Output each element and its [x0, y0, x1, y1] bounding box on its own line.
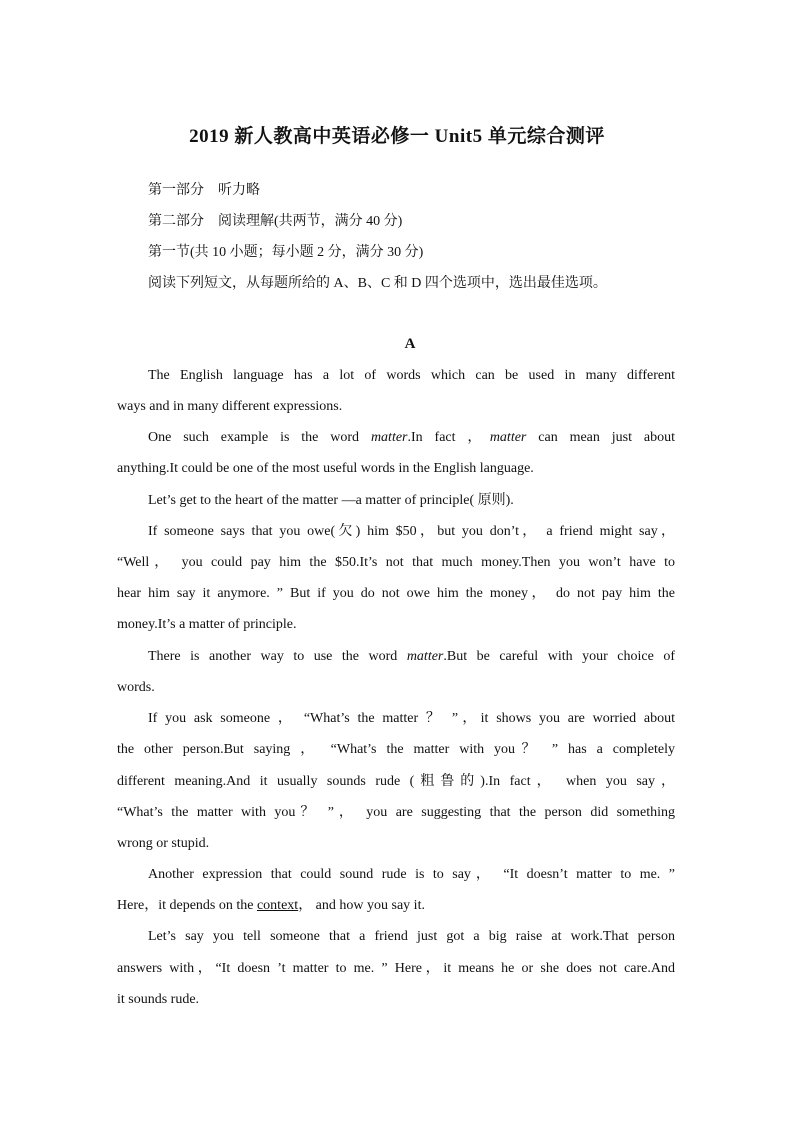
passage-line: answers with，“It doesn ’t matter to me. ” Here，it means he or she does not care.And	[117, 961, 675, 976]
passage-line: the other person.But saying ， “What’s the matter with you？ ” has a completely	[117, 742, 675, 757]
italic-word: matter	[489, 430, 527, 445]
text-run: can mean just about	[526, 430, 675, 445]
passage-line: “Well， you could pay him the $50.It’s not that much money.Then you won’t have to	[117, 555, 675, 570]
passage-label: A	[404, 336, 416, 352]
text-run: One such example is the word	[148, 430, 371, 445]
text-run: .But be careful with your choice of	[443, 649, 675, 664]
italic-word: matter	[406, 649, 444, 664]
part-one-heading: 第一部分 听力略	[148, 183, 260, 198]
passage-line: anything.It could be one of the most useful words in the English language.	[117, 461, 534, 476]
passage-line: hear him say it anymore. ” But if you do not owe him the money， do not pay him the	[117, 586, 675, 601]
passage-line: The English language has a lot of words which can be used in many different	[148, 368, 675, 383]
passage-line: wrong or stupid.	[117, 836, 210, 851]
section-one-heading: 第一节(共 10 小题；每小题 2 分，满分 30 分)	[148, 245, 424, 260]
passage-line: Let’s get to the heart of the matter —a matter of principle( 原则).	[148, 493, 514, 508]
text-run: There is another way to use the word	[148, 649, 407, 664]
text-run: .In fact ，	[407, 430, 490, 445]
passage-line: it sounds rude.	[117, 992, 200, 1007]
text-run: Here，it depends on the	[117, 898, 257, 913]
passage-line: Another expression that could sound rude is to say， “It doesn’t matter to me. ”	[148, 867, 675, 882]
passage-line: If you ask someone ， “What’s the matter ？ ”，it shows you are worried about	[148, 711, 675, 726]
italic-word: matter	[370, 430, 408, 445]
passage-line: money.It’s a matter of principle.	[117, 617, 297, 632]
passage-line: If someone says that you owe(欠) him $50，but you don’t， a friend might say，	[148, 524, 675, 539]
passage-line: ways and in many different expressions.	[117, 399, 343, 414]
passage-line: different meaning.And it usually sounds rude (粗鲁的).In fact， when you say，	[117, 774, 675, 789]
passage-line	[148, 429, 675, 447]
passage-line: “What’s the matter with you？ ”， you are suggesting that the person did something	[117, 805, 675, 820]
passage-line: words.	[117, 680, 155, 695]
page-title: 2019 新人教高中英语必修一 Unit5 单元综合测评	[189, 126, 605, 147]
underlined-word: context	[256, 898, 299, 913]
instruction-text: 阅读下列短文，从每题所给的 A、B、C 和 D 四个选项中，选出最佳选项。	[148, 276, 607, 291]
passage-line: Let’s say you tell someone that a friend just got a big raise at work.That person	[148, 929, 675, 944]
text-run: ， and how you say it.	[298, 898, 425, 913]
part-two-heading: 第二部分 阅读理解(共两节，满分 40 分)	[148, 214, 403, 229]
passage-line	[148, 648, 675, 666]
passage-line	[117, 897, 675, 915]
